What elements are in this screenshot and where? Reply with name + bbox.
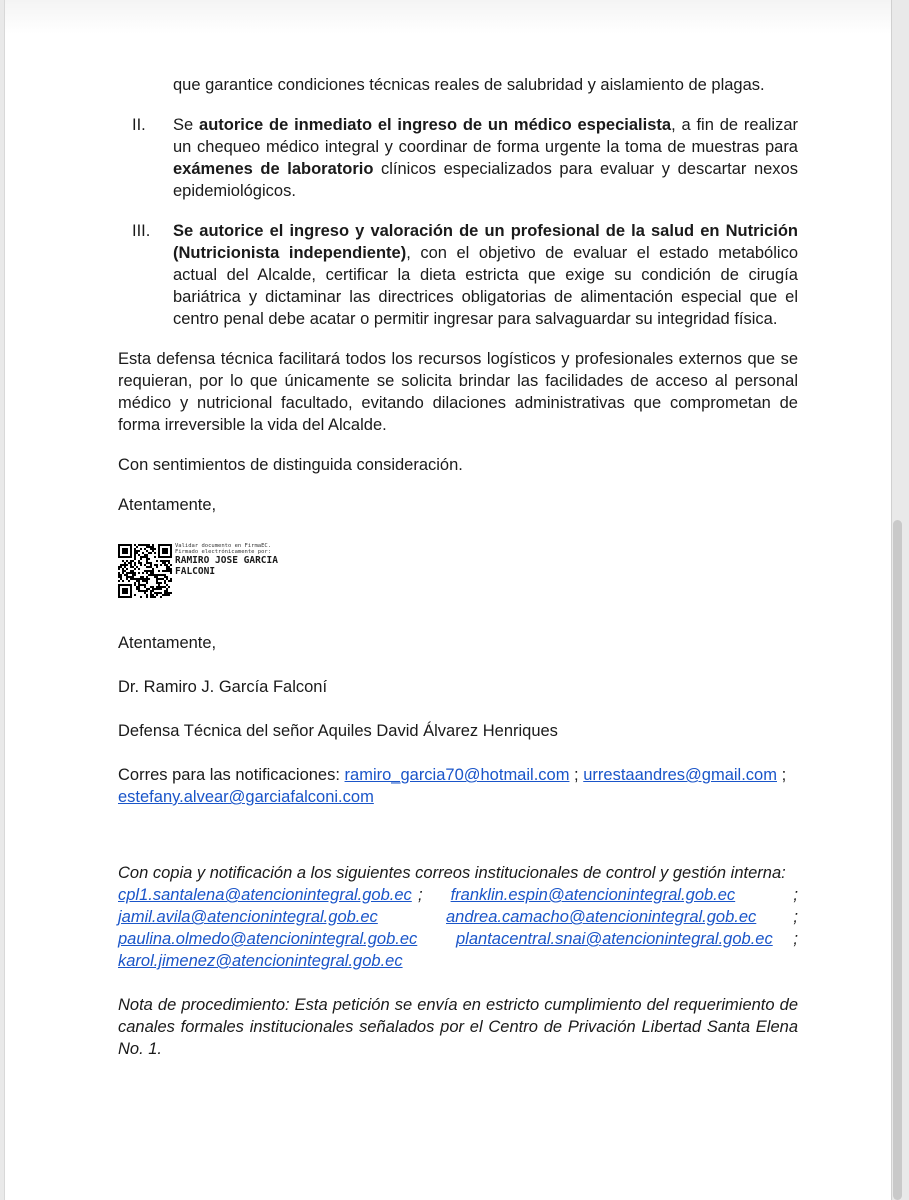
item-text: , a fin de realizar un chequeo médico integral y coordinar de forma urgente la toma de muestras para <box>173 116 798 156</box>
signature-name-line2: FALCONI <box>175 565 216 577</box>
signature-validate-text: Validar documento en FirmaEC. <box>175 543 272 549</box>
procedure-note: Nota de procedimiento: Esta petición se envía en estricto cumplimiento del requerimiento de canales formales institucionales señalados por el Centro de Privación Libertad Santa Elena No. 1. <box>118 996 798 1058</box>
item-text: Se <box>173 116 200 134</box>
copy-email-row <box>118 928 798 950</box>
email-link[interactable]: plantacentral.snai@atencionintegral.gob.ec <box>456 930 773 948</box>
copy-email-row <box>118 906 798 928</box>
atentamente-line: Atentamente, <box>118 496 217 514</box>
item-bold-text: Se autorice el ingreso y valoración de un profesional de la salud en Nutrición (Nutricionista independiente) <box>173 222 798 262</box>
email-separator: ; <box>793 908 798 926</box>
request-item-ii <box>118 114 798 202</box>
page-top-shadow <box>5 0 891 34</box>
notification-emails <box>118 764 798 808</box>
copy-heading: Con copia y notificación a los siguientes correos institucionales de control y gestión interna: <box>118 864 786 882</box>
emails-label: Corres para las notificaciones: <box>118 766 340 784</box>
signature-name-line1: RAMIRO JOSE GARCIA <box>175 555 278 566</box>
item-text: , con el objetivo de evaluar el estado metabólico actual del Alcalde, certificar la dieta estricta que exige su condición de cirugía bariátrica y dictaminar las directrices obligatorias de alimentación especial que el centro penal debe acatar o permitir ingresar para salvaguardar su integridad física. <box>173 244 798 328</box>
document-content <box>118 74 798 1060</box>
email-separator: ; <box>574 766 579 784</box>
email-link[interactable]: ramiro_garcia70@hotmail.com <box>344 766 570 784</box>
item-bold-text: autorice de inmediato el ingreso de un médico especialista <box>199 116 672 134</box>
body-paragraph: Esta defensa técnica facilitará todos los recursos logísticos y profesionales externos que se requieran, por lo que únicamente se solicita brindar las facilidades de acceso al personal médico y nutricional facultado, evitando dilaciones administrativas que comprometan de forma irreversible la vida del Alcalde. <box>118 350 798 434</box>
item-number: II. <box>132 116 146 134</box>
request-item-iii <box>118 220 798 330</box>
signature-signed-by-text: Firmado electrónicamente por: <box>175 548 272 555</box>
signer-name: Dr. Ramiro J. García Falconí <box>118 678 328 696</box>
email-link[interactable]: paulina.olmedo@atencionintegral.gob.ec <box>118 930 418 948</box>
item-number: III. <box>132 222 151 240</box>
email-separator: ; <box>781 766 787 784</box>
closing-line: Con sentimientos de distinguida consideración. <box>118 456 463 474</box>
copy-notification-block <box>118 862 798 972</box>
email-separator: ; <box>418 886 423 904</box>
email-separator: ; <box>793 886 798 904</box>
document-page <box>4 0 892 1200</box>
email-separator: ; <box>793 930 798 948</box>
email-link[interactable]: franklin.espin@atencionintegral.gob.ec <box>450 886 736 904</box>
signer-role: Defensa Técnica del señor Aquiles David Álvarez Henriques <box>118 722 558 740</box>
continuation-line: que garantice condiciones técnicas reales de salubridad y aislamiento de plagas. <box>173 76 765 94</box>
item-bold-text: exámenes de laboratorio <box>173 160 374 178</box>
item-text: clínicos especializados para evaluar y descartar nexos epidemiológicos. <box>173 160 798 200</box>
email-link[interactable]: andrea.camacho@atencionintegral.gob.ec <box>446 908 757 926</box>
email-link[interactable]: estefany.alvear@garciafalconi.com <box>118 788 374 806</box>
email-link[interactable]: karol.jimenez@atencionintegral.gob.ec <box>118 952 403 970</box>
electronic-signature <box>118 544 798 602</box>
atentamente-line: Atentamente, <box>118 634 217 652</box>
copy-email-row <box>118 884 798 906</box>
copy-email-row <box>118 950 798 972</box>
email-link[interactable]: jamil.avila@atencionintegral.gob.ec <box>118 908 378 926</box>
scrollbar-thumb[interactable] <box>893 520 902 1200</box>
email-link[interactable]: urrestaandres@gmail.com <box>583 766 777 784</box>
email-link[interactable]: cpl1.santalena@atencionintegral.gob.ec <box>118 886 412 904</box>
qr-code-icon <box>118 544 172 598</box>
